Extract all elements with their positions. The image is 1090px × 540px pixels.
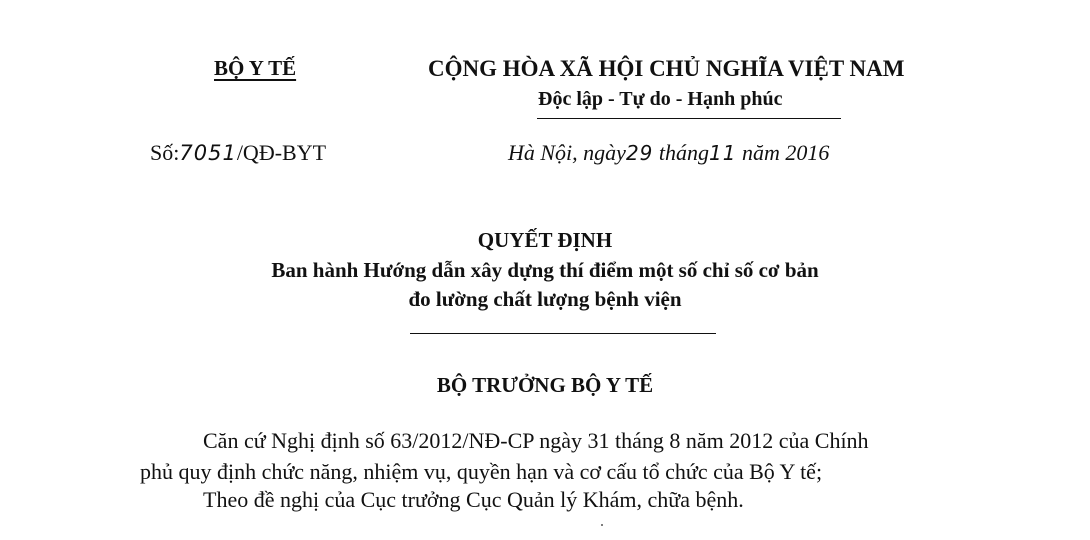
month-handwritten: 11 xyxy=(709,141,737,165)
document-number-suffix: /QĐ-BYT xyxy=(236,140,327,165)
year-text: năm 2016 xyxy=(736,140,830,165)
national-title: CỘNG HÒA XÃ HỘI CHỦ NGHĨA VIỆT NAM xyxy=(428,56,905,81)
authority-heading: BỘ TRƯỞNG BỘ Y TẾ xyxy=(436,373,654,397)
place-and-date xyxy=(508,140,829,166)
day-handwritten: 29 xyxy=(625,141,654,165)
place-label: Hà Nội, ngày xyxy=(508,140,626,165)
decision-subtitle-line-1: Ban hành Hướng dẫn xây dựng thí điểm một số chỉ số cơ bản xyxy=(271,258,819,282)
ministry-name: BỘ Y TẾ xyxy=(214,56,297,80)
decision-title: QUYẾT ĐỊNH xyxy=(477,228,613,252)
document-number-handwritten: 7051 xyxy=(179,141,237,165)
body-paragraph-1-line-1: Căn cứ Nghị định số 63/2012/NĐ-CP ngày 31 tháng 8 năm 2012 của Chính xyxy=(203,428,869,453)
body-paragraph-1-line-2: phủ quy định chức năng, nhiệm vụ, quyền hạn và cơ cấu tổ chức của Bộ Y tế; xyxy=(140,459,823,484)
body-paragraph-2: Theo đề nghị của Cục trưởng Cục Quản lý Khám, chữa bệnh. xyxy=(203,487,744,512)
scan-speck xyxy=(601,524,603,526)
title-divider xyxy=(410,333,716,334)
national-motto: Độc lập - Tự do - Hạnh phúc xyxy=(538,88,783,110)
motto-underline xyxy=(537,118,841,119)
decision-subtitle-line-2: đo lường chất lượng bệnh viện xyxy=(408,287,682,311)
month-label: tháng xyxy=(653,140,710,165)
document-number-prefix: Số: xyxy=(150,140,180,165)
document-number xyxy=(150,140,326,166)
